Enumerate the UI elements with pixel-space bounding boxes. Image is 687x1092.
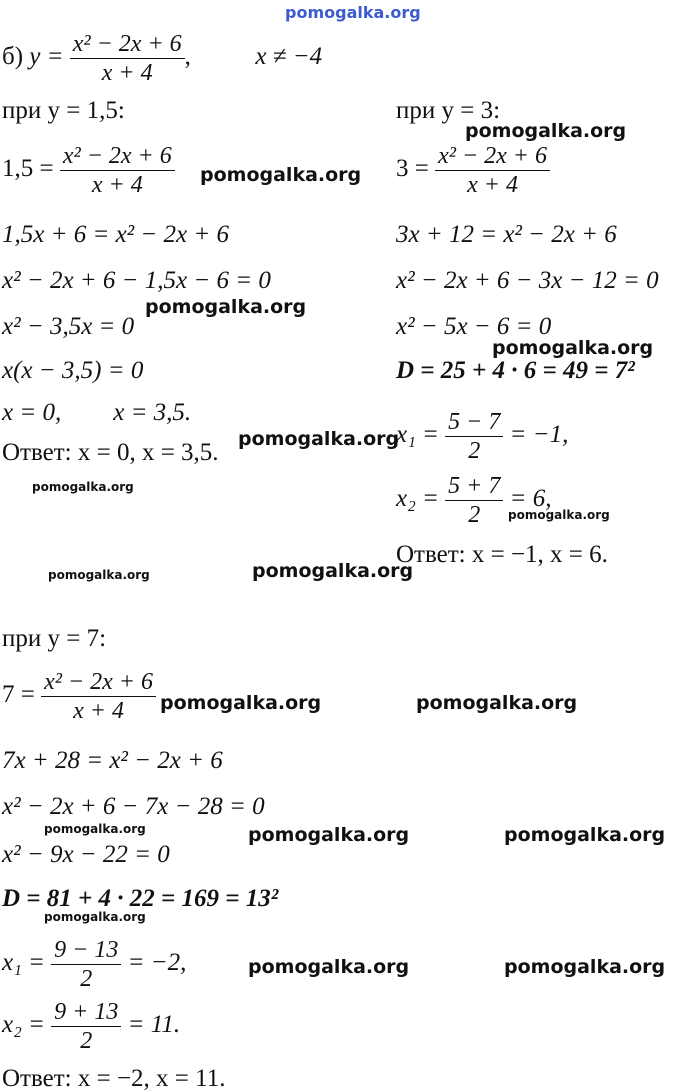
case-1-5-answer: Ответ: x = 0, x = 3,5. xyxy=(2,439,219,466)
fraction-denominator: x + 4 xyxy=(435,170,550,197)
fraction-denominator: 2 xyxy=(51,964,121,991)
case-1-5-line-3: x² − 3,5x = 0 xyxy=(2,313,135,340)
watermark: pomogalka.org xyxy=(32,480,134,494)
root-fraction xyxy=(51,1000,121,1053)
fraction-numerator: x² − 2x + 6 xyxy=(44,669,153,695)
fraction-denominator: 2 xyxy=(51,1026,121,1053)
case-1-5-line-4: x(x − 3,5) = 0 xyxy=(2,357,144,384)
watermark: pomogalka.org xyxy=(492,337,654,359)
root-fraction xyxy=(445,410,503,463)
case-7-line-2: x² − 2x + 6 − 7x − 28 = 0 xyxy=(2,793,265,820)
watermark: pomogalka.org xyxy=(504,956,666,978)
watermark: pomogalka.org xyxy=(48,568,150,582)
fraction-numerator: 5 − 7 xyxy=(448,409,501,435)
watermark: pomogalka.org xyxy=(504,824,666,846)
case-1-5-line-2: x² − 2x + 6 − 1,5x − 6 = 0 xyxy=(2,267,271,294)
case-7-discriminant: D = 81 + 4 · 22 = 169 = 13² xyxy=(2,885,279,912)
watermark: pomogalka.org xyxy=(160,692,322,714)
case-3-line-3: x² − 5x − 6 = 0 xyxy=(396,313,552,340)
root-b: x = 3,5. xyxy=(113,399,192,426)
eq-lhs: 7 = xyxy=(2,681,35,709)
y-equals: y = xyxy=(29,43,64,71)
watermark: pomogalka.org xyxy=(252,560,414,582)
eq-fraction xyxy=(60,144,175,197)
root-a: x = 0, xyxy=(2,399,62,426)
comma: , xyxy=(184,43,191,71)
root-fraction xyxy=(445,474,503,527)
case-7-answer: Ответ: x = −2, x = 11. xyxy=(2,1065,226,1092)
domain-condition: x ≠ −4 xyxy=(255,43,323,71)
case-3-root-1 xyxy=(396,410,568,463)
fraction-denominator: 2 xyxy=(445,500,503,527)
fraction-numerator: 9 + 13 xyxy=(54,999,119,1025)
watermark: pomogalka.org xyxy=(238,428,400,450)
fraction-numerator: 5 + 7 xyxy=(448,473,501,499)
fraction-numerator: x² − 2x + 6 xyxy=(62,143,172,169)
watermark: pomogalka.org xyxy=(44,822,146,836)
watermark: pomogalka.org xyxy=(44,910,146,924)
watermark: pomogalka.org xyxy=(416,692,578,714)
root-result: = 11. xyxy=(127,1011,181,1039)
fraction-denominator: x + 4 xyxy=(70,58,185,85)
case-3-line-1: 3x + 12 = x² − 2x + 6 xyxy=(396,221,617,248)
case-7-root-1 xyxy=(2,938,186,991)
case-7-equation xyxy=(2,670,156,723)
watermark: pomogalka.org xyxy=(145,296,307,318)
root-label: x₁ = xyxy=(2,949,45,977)
watermark-top: pomogalka.org xyxy=(285,3,421,22)
watermark: pomogalka.org xyxy=(200,164,362,186)
fraction-denominator: 2 xyxy=(445,436,503,463)
fraction-numerator: x² − 2x + 6 xyxy=(72,31,182,57)
function-fraction xyxy=(70,32,185,85)
fraction-denominator: x + 4 xyxy=(41,696,156,723)
case-1-5-line-1: 1,5x + 6 = x² − 2x + 6 xyxy=(2,221,230,248)
case-3-heading: при y = 3: xyxy=(396,97,501,124)
root-result: = 6, xyxy=(509,485,552,513)
case-3-discriminant: D = 25 + 4 · 6 = 49 = 7² xyxy=(396,357,635,384)
root-result: = −1, xyxy=(509,421,569,449)
eq-fraction xyxy=(41,670,156,723)
case-7-root-2 xyxy=(2,1000,180,1053)
case-3-answer: Ответ: x = −1, x = 6. xyxy=(396,541,608,568)
fraction-numerator: 9 − 13 xyxy=(54,937,119,963)
eq-lhs: 1,5 = xyxy=(2,155,54,183)
case-7-line-1: 7x + 28 = x² − 2x + 6 xyxy=(2,747,223,774)
root-label: x₂ = xyxy=(396,485,439,513)
root-label: x₁ = xyxy=(396,421,439,449)
case-7-line-3: x² − 9x − 22 = 0 xyxy=(2,841,170,868)
watermark: pomogalka.org xyxy=(465,120,627,142)
eq-fraction xyxy=(435,144,550,197)
case-3-line-2: x² − 2x + 6 − 3x − 12 = 0 xyxy=(396,267,659,294)
case-7-heading: при y = 7: xyxy=(2,625,107,652)
function-definition xyxy=(2,32,322,85)
part-label: б) xyxy=(2,43,24,71)
root-result: = −2, xyxy=(127,949,187,977)
fraction-numerator: x² − 2x + 6 xyxy=(438,143,547,169)
root-fraction xyxy=(51,938,121,991)
fraction-denominator: x + 4 xyxy=(60,170,175,197)
case-1-5-heading: при y = 1,5: xyxy=(2,97,125,124)
case-3-equation xyxy=(396,144,550,197)
eq-lhs: 3 = xyxy=(396,155,429,183)
watermark: pomogalka.org xyxy=(508,508,610,522)
case-1-5-roots xyxy=(2,400,191,425)
watermark: pomogalka.org xyxy=(248,824,410,846)
root-label: x₂ = xyxy=(2,1011,45,1039)
watermark: pomogalka.org xyxy=(248,956,410,978)
case-1-5-equation xyxy=(2,144,175,197)
